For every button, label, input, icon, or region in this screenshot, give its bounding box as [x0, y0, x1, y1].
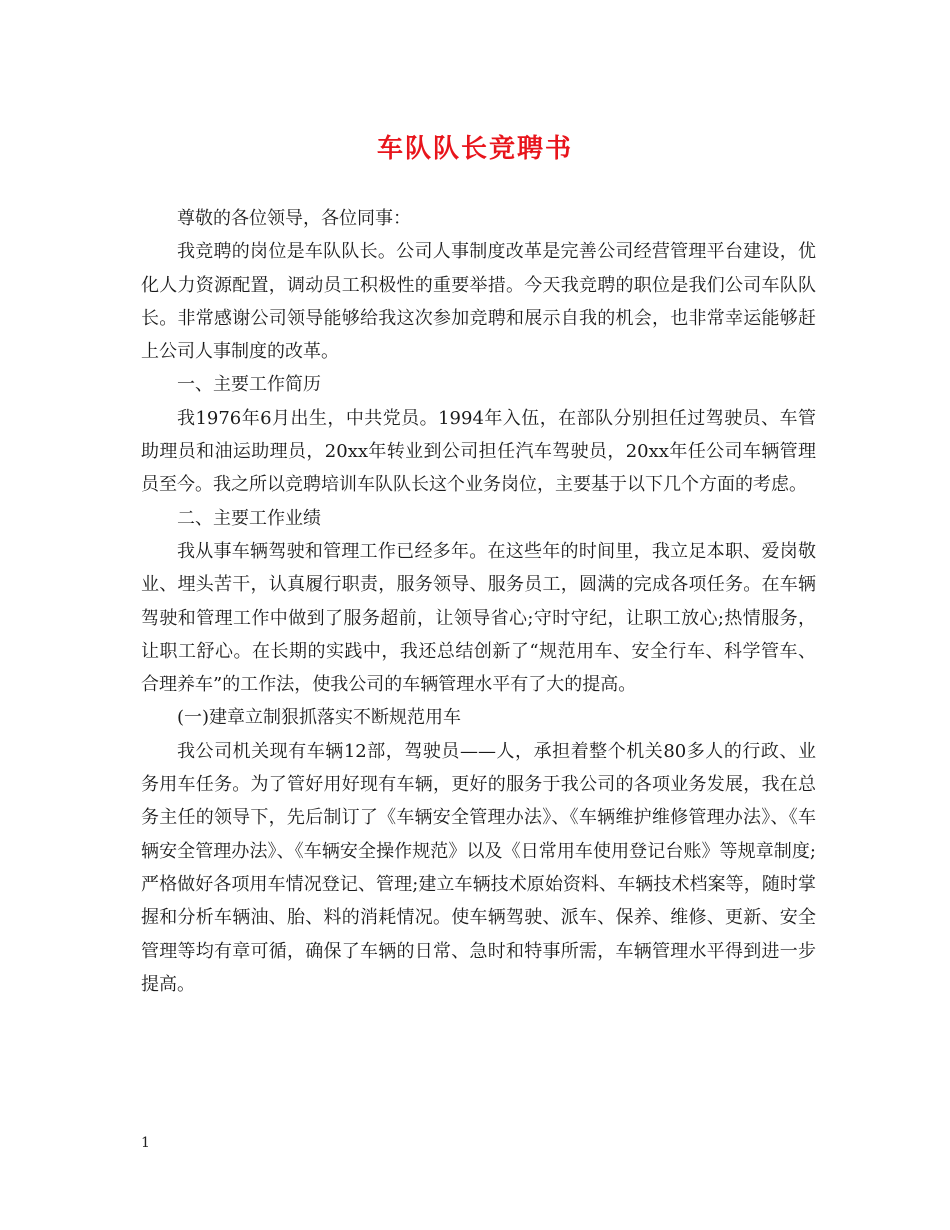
- resume-paragraph: 我1976年6月出生，中共党员。1994年入伍，在部队分别担任过驾驶员、车管助理员和油运助理员，20xx年转业到公司担任汽车驾驶员，20xx年任公司车辆管理员至今。我之所以竞聘培训车队队长这个业务岗位，主要基于以下几个方面的考虑。: [141, 407, 816, 496]
- document-title: 车队队长竞聘书: [376, 134, 573, 164]
- rules-paragraph: 我公司机关现有车辆12部，驾驶员——人，承担着整个机关80多人的行政、业务用车任务。为了管好用好现有车辆，更好的服务于我公司的各项业务发展，我在总务主任的领导下，先后制订了《车辆安全管理办法》、《车辆维护维修管理办法》、《车辆安全管理办法》、《车辆安全操作规范》以及《日常用车使用登记台账》等规章制度;严格做好各项用车情况登记、管理;建立车辆技术原始资料、车辆技术档案等，随时掌握和分析车辆油、胎、料的消耗情况。使车辆驾驶、派车、保养、维修、更新、安全管理等均有章可循，确保了车辆的日常、急时和特事所需，车辆管理水平得到进一步提高。: [141, 740, 816, 995]
- subsection-heading-rules: (一)建章立制狠抓落实不断规范用车: [177, 707, 462, 729]
- section-heading-resume: 一、主要工作简历: [177, 374, 321, 396]
- intro-paragraph: 我竞聘的岗位是车队队长。公司人事制度改革是完善公司经营管理平台建设，优化人力资源配置，调动员工积极性的重要举措。今天我竞聘的职位是我们公司车队队长。非常感谢公司领导能够给我这次参加竞聘和展示自我的机会，也非常幸运能够赶上公司人事制度的改革。: [141, 241, 816, 363]
- section-heading-achievements: 二、主要工作业绩: [177, 507, 321, 529]
- salutation-paragraph: 尊敬的各位领导，各位同事：: [177, 208, 411, 229]
- document-body: [141, 202, 816, 1001]
- page-number: 1: [141, 1135, 150, 1151]
- achievements-paragraph: 我从事车辆驾驶和管理工作已经多年。在这些年的时间里，我立足本职、爱岗敬业、埋头苦干，认真履行职责，服务领导、服务员工，圆满的完成各项任务。在车辆驾驶和管理工作中做到了服务超前，让领导省心;守时守纪，让职工放心;热情服务，让职工舒心。在长期的实践中，我还总结创新了“规范用车、安全行车、科学管车、合理养车”的工作法，使我公司的车辆管理水平有了大的提高。: [141, 540, 816, 696]
